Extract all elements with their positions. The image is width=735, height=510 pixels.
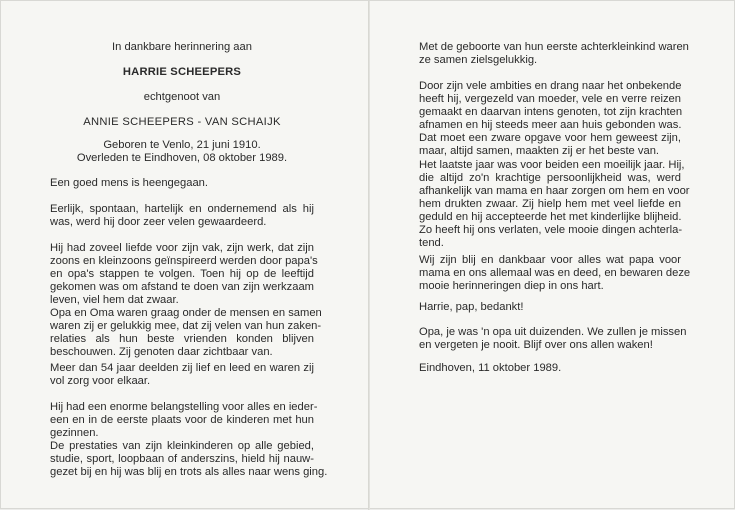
text-line: Zo heeft hij ons verlaten, vele mooie dingen achterla-	[419, 224, 683, 236]
text-line: De prestaties van zijn kleinkinderen op alle gebied,	[50, 440, 314, 452]
birth-line: Geboren te Venlo, 21 juni 1910.	[103, 139, 261, 151]
text-line: Meer dan 54 jaar deelden zij lief en leed en waren zij	[50, 362, 314, 374]
text-line: Het laatste jaar was voor beiden een moeilijk jaar. Hij,	[419, 159, 685, 171]
card-fold	[368, 1, 370, 510]
text-line: vol zorg voor elkaar.	[50, 375, 151, 387]
text-line: Door zijn vele ambities en drang naar het onbekende	[419, 80, 682, 92]
text-line: gekomen was om afstand te doen van zijn werkzaam	[50, 281, 314, 293]
text-line: en opa's stappen te volgen. Toen hij op de leeftijd	[50, 268, 314, 280]
text-line: mama en ons allemaal was en deed, en bewaren deze	[419, 267, 691, 279]
text-line: Met de geboorte van hun eerste achterkleinkind waren	[419, 41, 689, 53]
text-line: gezinnen.	[50, 427, 99, 439]
text-line: heeft hij, vergezeld van moeder, vele en verre reizen	[419, 93, 681, 105]
text-line: maar, altijd samen, maakten zij er het beste van.	[419, 145, 660, 157]
right-paragraph-5	[419, 301, 681, 314]
text-line: Eerlijk, spontaan, hartelijk en ondernemend als hij	[50, 203, 314, 215]
right-paragraph-2	[419, 80, 681, 158]
intro-line: In dankbare herinnering aan	[112, 41, 252, 53]
death-line: Overleden te Eindhoven, 08 oktober 1989.	[76, 152, 288, 164]
text-line: Hij had zoveel liefde voor zijn vak, zijn werk, dat zijn	[50, 242, 314, 254]
left-paragraph-5	[50, 401, 328, 479]
text-line: beschouwen. Zij genoten daar zichtbaar van.	[50, 346, 273, 358]
right-paragraph-7	[419, 362, 681, 375]
text-line: tend.	[419, 237, 444, 249]
right-paragraph-3	[419, 159, 690, 250]
text-line: zoons en kleinzoons geïnspireerd werden door papa's	[50, 255, 318, 267]
text-line: Harrie, pap, bedankt!	[419, 301, 524, 313]
text-line: Wij zijn blij en dankbaar voor alles wat papa voor	[419, 254, 681, 266]
deceased-name: HARRIE SCHEEPERS	[122, 66, 242, 78]
text-line: hem drukten zwaar. Zij hielp hem met veel liefde en	[419, 198, 681, 210]
text-line: relaties als hun beste vrienden konden blijven	[50, 333, 314, 345]
left-paragraph-2	[50, 203, 314, 229]
text-line: Dat moet een zware opgave voor hem geweest zijn,	[419, 132, 681, 144]
left-paragraph-3	[50, 242, 322, 359]
text-line: leven, viel hem dat zwaar.	[50, 294, 179, 306]
left-paragraph-1	[50, 177, 314, 190]
text-line: gezet bij en hij was blij en trots als alles naar wens ging.	[50, 466, 328, 478]
text-line: een en in de eerste plaats voor de kinderen met hun	[50, 414, 314, 426]
text-line: mooie herinneringen diep in ons hart.	[419, 280, 604, 292]
left-paragraph-4	[50, 362, 314, 388]
spouse-name: ANNIE SCHEEPERS - VAN SCHAIJK	[83, 116, 281, 128]
text-line: Een goed mens is heengegaan.	[50, 177, 208, 189]
right-paragraph-4	[419, 254, 691, 293]
right-paragraph-1	[419, 41, 689, 67]
text-line: Hij had een enorme belangstelling voor alles en ieder-	[50, 401, 318, 413]
text-line: was, werd hij door zeer velen gewaardeerd.	[50, 216, 267, 228]
text-line: afnamen en hij steeds meer aan huis gebonden was.	[419, 119, 682, 131]
text-line: afhankelijk van mama en haar zorgen om hem en voor	[419, 185, 690, 197]
text-line: waren zij er gelukkig mee, dat zij velen van hun zaken-	[50, 320, 322, 332]
text-line: die altijd zo'n krachtige persoonlijkheid was, werd	[419, 172, 681, 184]
text-line: Opa, je was 'n opa uit duizenden. We zullen je missen	[419, 326, 687, 338]
text-line: Opa en Oma waren graag onder de mensen en samen	[50, 307, 322, 319]
text-line: en vergeten je nooit. Blijf over ons allen waken!	[419, 339, 653, 351]
place-date-line: Eindhoven, 11 oktober 1989.	[419, 362, 562, 374]
text-line: gemaakt en daarvan intens genoten, tot zijn krachten	[419, 106, 683, 118]
right-paragraph-6	[419, 326, 687, 352]
text-line: studie, sport, loopbaan of anderszins, hield hij nauw-	[50, 453, 314, 465]
text-line: ze samen zielsgelukkig.	[419, 54, 538, 66]
text-line: geduld en hij accepteerde het met kinderlijke blijheid.	[419, 211, 682, 223]
spouse-label: echtgenoot van	[143, 91, 221, 103]
